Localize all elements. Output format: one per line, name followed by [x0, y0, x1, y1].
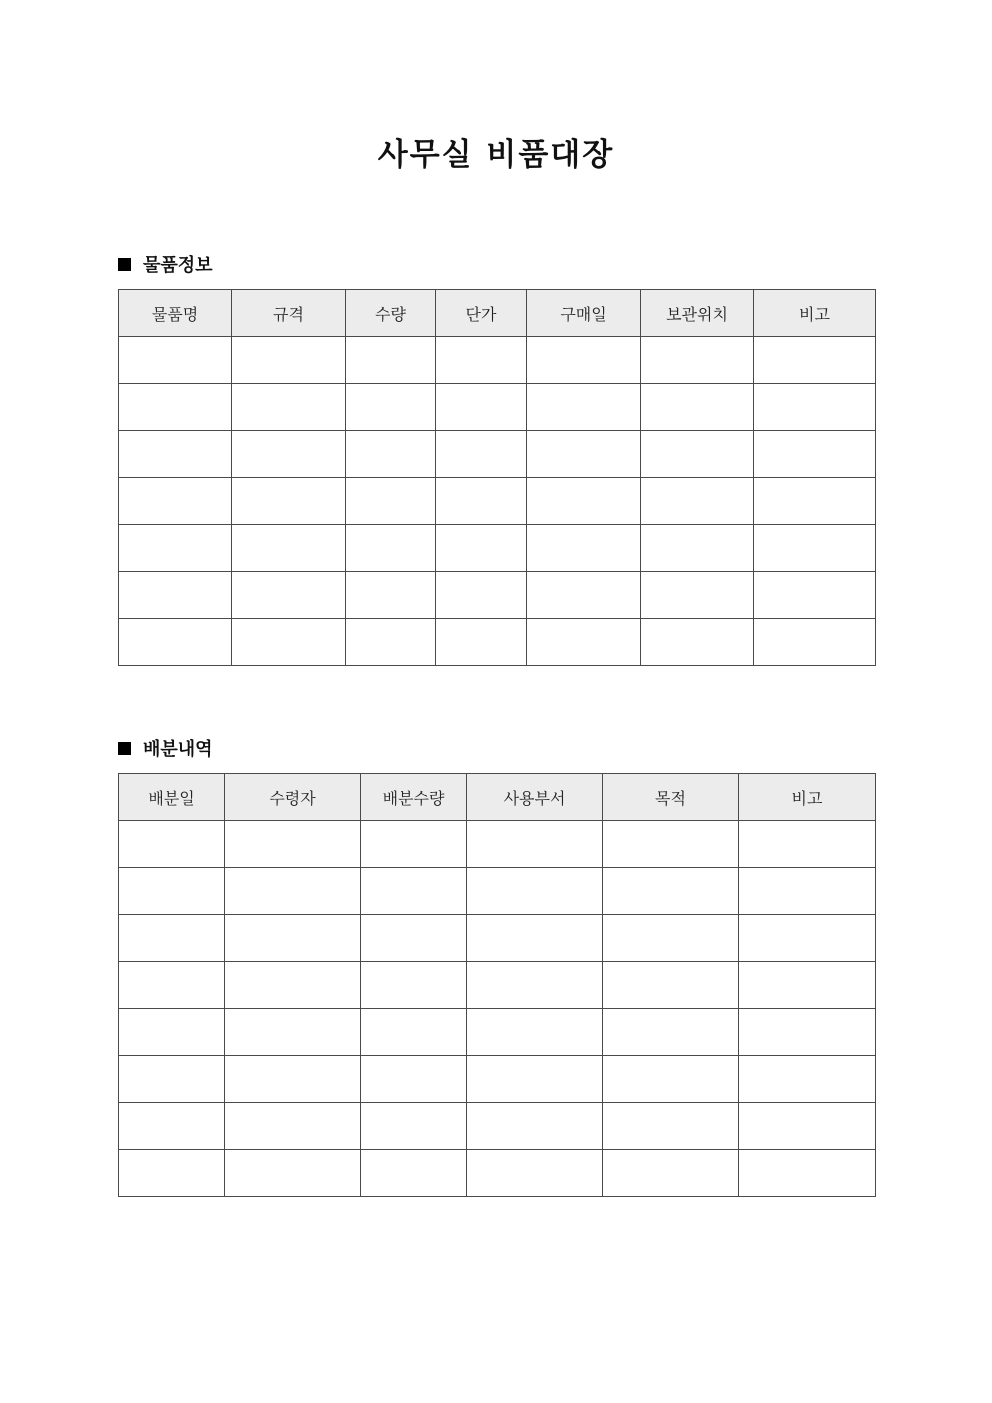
table-row [119, 431, 876, 478]
table-cell[interactable] [225, 868, 361, 915]
table-cell[interactable] [361, 1056, 467, 1103]
table-row [119, 1150, 876, 1197]
table-cell[interactable] [232, 478, 346, 525]
table-cell[interactable] [754, 337, 876, 384]
table-cell[interactable] [603, 962, 739, 1009]
table-cell[interactable] [641, 337, 754, 384]
table-cell[interactable] [119, 1056, 225, 1103]
table-cell[interactable] [527, 337, 641, 384]
table-cell[interactable] [346, 478, 436, 525]
table-cell[interactable] [739, 915, 876, 962]
table-cell[interactable] [641, 525, 754, 572]
table-row [119, 962, 876, 1009]
table-header-row [119, 774, 876, 821]
table-cell[interactable] [739, 1009, 876, 1056]
table-row [119, 525, 876, 572]
table-cell[interactable] [119, 1009, 225, 1056]
table-cell[interactable] [527, 619, 641, 666]
table-cell[interactable] [739, 868, 876, 915]
square-bullet-icon [118, 742, 131, 755]
table-cell[interactable] [119, 384, 232, 431]
table-cell[interactable] [641, 384, 754, 431]
table-cell[interactable] [739, 1056, 876, 1103]
table-cell[interactable] [754, 525, 876, 572]
table-cell[interactable] [467, 915, 603, 962]
table-row [119, 915, 876, 962]
distribution-table [118, 773, 876, 1197]
table-cell[interactable] [436, 572, 527, 619]
section-heading-label: 물품정보 [143, 255, 213, 276]
table-cell[interactable] [436, 384, 527, 431]
table-row [119, 1009, 876, 1056]
table-row [119, 337, 876, 384]
table-cell[interactable] [119, 1103, 225, 1150]
table-cell[interactable] [119, 821, 225, 868]
table-cell[interactable] [346, 525, 436, 572]
table-cell[interactable] [467, 1009, 603, 1056]
table-row [119, 384, 876, 431]
table-cell[interactable] [225, 1103, 361, 1150]
table-cell[interactable] [603, 1009, 739, 1056]
table-cell[interactable] [119, 619, 232, 666]
table-cell[interactable] [225, 1056, 361, 1103]
table-cell[interactable] [467, 821, 603, 868]
table-cell[interactable] [603, 1150, 739, 1197]
table-cell[interactable] [232, 619, 346, 666]
table-cell[interactable] [467, 1150, 603, 1197]
table-cell[interactable] [346, 337, 436, 384]
table-cell[interactable] [119, 337, 232, 384]
section-heading-item-info [118, 252, 213, 276]
column-header: 수령자 [225, 774, 361, 821]
column-header: 구매일 [527, 290, 641, 337]
table-cell[interactable] [361, 1009, 467, 1056]
table-cell[interactable] [361, 1150, 467, 1197]
table-cell[interactable] [754, 384, 876, 431]
table-cell[interactable] [527, 384, 641, 431]
table-cell[interactable] [603, 821, 739, 868]
table-cell[interactable] [739, 821, 876, 868]
table-cell[interactable] [232, 431, 346, 478]
table-cell[interactable] [225, 915, 361, 962]
table-row [119, 868, 876, 915]
table-cell[interactable] [232, 572, 346, 619]
table-cell[interactable] [436, 525, 527, 572]
table-cell[interactable] [119, 1150, 225, 1197]
table-cell[interactable] [232, 384, 346, 431]
column-header: 배분일 [119, 774, 225, 821]
table-cell[interactable] [436, 337, 527, 384]
table-cell[interactable] [119, 962, 225, 1009]
table-cell[interactable] [225, 1150, 361, 1197]
column-header: 목적 [603, 774, 739, 821]
column-header: 비고 [754, 290, 876, 337]
table-cell[interactable] [225, 821, 361, 868]
table-cell[interactable] [754, 431, 876, 478]
table-cell[interactable] [225, 1009, 361, 1056]
table-cell[interactable] [467, 962, 603, 1009]
table-cell[interactable] [754, 572, 876, 619]
table-cell[interactable] [467, 868, 603, 915]
table-cell[interactable] [739, 1103, 876, 1150]
table-cell[interactable] [603, 1056, 739, 1103]
table-cell[interactable] [641, 431, 754, 478]
table-cell[interactable] [346, 572, 436, 619]
item-info-table [118, 289, 876, 666]
column-header: 규격 [232, 290, 346, 337]
table-row [119, 478, 876, 525]
table-cell[interactable] [754, 619, 876, 666]
table-cell[interactable] [467, 1056, 603, 1103]
table-cell[interactable] [603, 915, 739, 962]
table-row [119, 1103, 876, 1150]
table-cell[interactable] [119, 525, 232, 572]
table-cell[interactable] [436, 431, 527, 478]
table-cell[interactable] [739, 1150, 876, 1197]
table-cell[interactable] [225, 962, 361, 1009]
table-cell[interactable] [119, 868, 225, 915]
table-cell[interactable] [361, 915, 467, 962]
column-header: 사용부서 [467, 774, 603, 821]
table-cell[interactable] [436, 478, 527, 525]
table-cell[interactable] [119, 572, 232, 619]
table-cell[interactable] [527, 572, 641, 619]
table-cell[interactable] [361, 821, 467, 868]
table-cell[interactable] [361, 1103, 467, 1150]
table-cell[interactable] [641, 572, 754, 619]
table-cell[interactable] [119, 431, 232, 478]
column-header: 물품명 [119, 290, 232, 337]
table-cell[interactable] [119, 478, 232, 525]
table-cell[interactable] [603, 1103, 739, 1150]
table-cell[interactable] [346, 431, 436, 478]
column-header: 배분수량 [361, 774, 467, 821]
table-cell[interactable] [527, 478, 641, 525]
column-header: 단가 [436, 290, 527, 337]
table-cell[interactable] [361, 962, 467, 1009]
table-cell[interactable] [754, 478, 876, 525]
table-cell[interactable] [361, 868, 467, 915]
column-header: 보관위치 [641, 290, 754, 337]
table-cell[interactable] [527, 525, 641, 572]
table-row [119, 619, 876, 666]
table-cell[interactable] [739, 962, 876, 1009]
table-cell[interactable] [641, 478, 754, 525]
column-header: 수량 [346, 290, 436, 337]
table-cell[interactable] [346, 619, 436, 666]
column-header: 비고 [739, 774, 876, 821]
table-cell[interactable] [641, 619, 754, 666]
table-cell[interactable] [467, 1103, 603, 1150]
table-cell[interactable] [527, 431, 641, 478]
table-header-row [119, 290, 876, 337]
section-heading-label: 배분내역 [143, 739, 213, 760]
table-cell[interactable] [119, 915, 225, 962]
table-row [119, 572, 876, 619]
table-cell[interactable] [232, 525, 346, 572]
table-cell[interactable] [603, 868, 739, 915]
table-cell[interactable] [436, 619, 527, 666]
square-bullet-icon [118, 258, 131, 271]
table-row [119, 821, 876, 868]
table-row [119, 1056, 876, 1103]
table-cell[interactable] [232, 337, 346, 384]
table-cell[interactable] [346, 384, 436, 431]
section-heading-distribution [118, 736, 213, 760]
page-title: 사무실 비품대장 [377, 137, 615, 173]
